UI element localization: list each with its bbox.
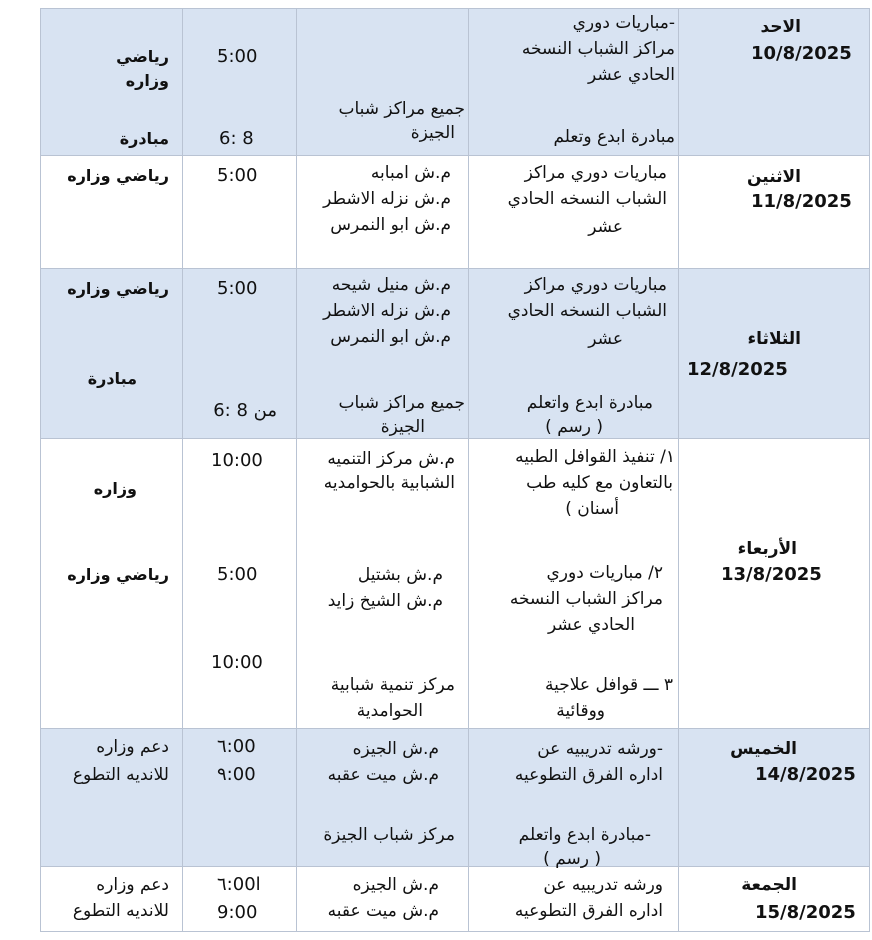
time-value: ٦:00ا <box>217 874 261 895</box>
place-line: م.ش الشيخ زايد <box>327 591 443 611</box>
category-line: وزاره <box>93 479 137 498</box>
activity-line: -مباريات دوري <box>572 13 675 33</box>
place-line: الجيزة <box>380 417 425 437</box>
place-line: مركز تنمية شبابية <box>330 675 455 695</box>
activity-line: الشباب النسخه الحادي <box>507 301 667 321</box>
activity-line: أسنان ) <box>565 499 619 519</box>
time-value: 5:00 <box>217 564 258 585</box>
place-line: م.ش نزله الاشطر <box>323 301 451 321</box>
place-line: م.ش نزله الاشطر <box>323 189 451 209</box>
category-line: مبادرة <box>87 369 137 388</box>
day-date: 15/8/2025 <box>755 902 856 923</box>
activity-line: اداره الفرق التطوعيه <box>514 765 663 785</box>
day-name: الجمعة <box>741 875 797 895</box>
activity-line: ورشه تدريبيه عن <box>543 875 663 895</box>
place-line: م.ش ابو النمرس <box>330 327 451 347</box>
category-line: رياضي وزاره <box>67 565 169 584</box>
place-line: م.ش امبابه <box>370 163 451 183</box>
category-line: رياضي <box>116 47 169 66</box>
activity-line: مباريات دوري مراكز <box>524 275 667 295</box>
place-line: م.ش مركز التنميه <box>327 449 455 469</box>
activity-line: مباريات دوري مراكز <box>524 163 667 183</box>
day-date: 14/8/2025 <box>755 764 856 785</box>
time-value: 10:00 <box>211 652 263 673</box>
category-line: رياضي وزاره <box>67 166 169 185</box>
day-date: 13/8/2025 <box>721 564 822 585</box>
activity-line: اداره الفرق التطوعيه <box>514 901 663 921</box>
time-value: من 8 :6 <box>213 400 277 421</box>
activity-line: ( رسم ) <box>545 417 603 437</box>
day-name: الثلاثاء <box>747 329 801 349</box>
activity-line: الحادي عشر <box>587 65 675 85</box>
time-value: 5:00 <box>217 278 258 299</box>
day-name: الاحد <box>760 17 801 37</box>
place-line: م.ش ميت عقبه <box>327 901 439 921</box>
place-line: الشبابية بالحوامديه <box>323 473 455 493</box>
activity-line: الحادي عشر <box>547 615 635 635</box>
place-line: جميع مراكز شباب <box>338 99 465 119</box>
place-line: الجيزة <box>410 123 455 143</box>
activity-line: مبادرة ابدع وتعلم <box>553 127 675 147</box>
time-value: 9:00 <box>217 902 258 923</box>
activity-line: عشر <box>588 217 623 237</box>
place-line: م.ش ميت عقبه <box>327 765 439 785</box>
activity-line: مراكز الشباب النسخه <box>509 589 663 609</box>
schedule-table <box>40 8 870 932</box>
activity-line: الشباب النسخه الحادي <box>507 189 667 209</box>
activity-line: مراكز الشباب النسخه <box>521 39 675 59</box>
activity-line: بالتعاون مع كليه طب <box>526 473 673 493</box>
activity-line: ١/ تنفيذ القوافل الطبيه <box>515 447 675 467</box>
time-value: 6: 8 <box>219 128 254 149</box>
category-line: دعم وزاره <box>96 737 169 757</box>
place-line: م.ش ابو النمرس <box>330 215 451 235</box>
place-line: جميع مراكز شباب <box>338 393 465 413</box>
time-value: ٦:00 <box>217 736 256 757</box>
day-date: 11/8/2025 <box>751 191 852 212</box>
place-line: م.ش منيل شيحه <box>331 275 451 295</box>
activity-line: ووقائية <box>556 701 605 721</box>
activity-line: عشر <box>588 329 623 349</box>
category-line: للانديه التطوع <box>72 765 169 785</box>
day-name: الاثنين <box>746 167 801 187</box>
place-line: م.ش الجيزه <box>352 739 439 759</box>
activity-line: ٢/ مباريات دوري <box>546 563 663 583</box>
place-line: م.ش بشتيل <box>357 565 443 585</box>
category-line: وزاره <box>125 71 169 90</box>
place-line: م.ش الجيزه <box>352 875 439 895</box>
time-value: ٩:00 <box>217 764 256 785</box>
place-line: مركز شباب الجيزة <box>323 825 455 845</box>
time-value: 5:00 <box>217 165 258 186</box>
category-line: دعم وزاره <box>96 875 169 895</box>
day-date: 12/8/2025 <box>687 359 788 380</box>
day-date: 10/8/2025 <box>751 43 852 64</box>
category-line: رياضي وزاره <box>67 279 169 298</box>
category-line: للانديه التطوع <box>72 901 169 921</box>
time-value: 5:00 <box>217 46 258 67</box>
activity-line: ٣ ـــ قوافل علاجية <box>545 675 673 695</box>
time-value: 10:00 <box>211 450 263 471</box>
day-name: الأربعاء <box>737 539 797 559</box>
activity-line: ( رسم ) <box>543 849 601 869</box>
day-name: الخميس <box>730 739 797 759</box>
place-line: الحوامدية <box>356 701 423 721</box>
category-line: مبادرة <box>119 129 169 148</box>
activity-line: مبادرة ابدع واتعلم <box>526 393 653 413</box>
activity-line: -ورشه تدريبيه عن <box>537 739 663 759</box>
activity-line: -مبادرة ابدع واتعلم <box>518 825 651 845</box>
